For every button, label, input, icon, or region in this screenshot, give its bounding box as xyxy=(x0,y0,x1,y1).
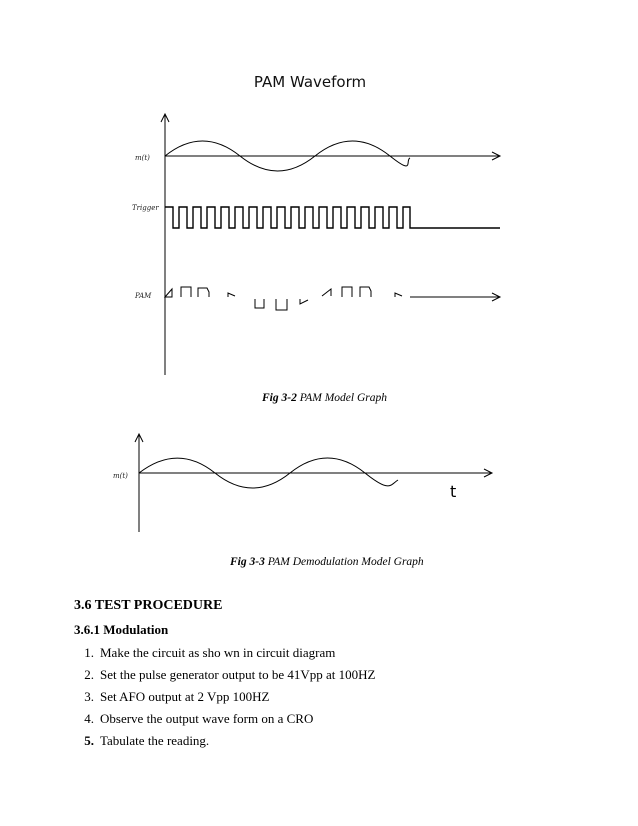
time-label: t xyxy=(450,482,457,501)
pam-sample xyxy=(300,299,308,304)
message-label: m(t) xyxy=(135,154,150,162)
figure2-caption xyxy=(230,556,424,568)
figure2-caption-text: PAM Demodulation Model Graph xyxy=(267,556,424,568)
subsection-heading: 3.6.1 Modulation xyxy=(74,622,169,637)
pam-sample xyxy=(322,289,331,296)
trigger-label: Trigger xyxy=(132,204,159,212)
step-number: 2. xyxy=(84,667,94,682)
figure1-caption-text: PAM Model Graph xyxy=(299,392,388,404)
pam-sample xyxy=(276,299,287,310)
pam-sample xyxy=(165,289,172,297)
step-text: Tabulate the reading. xyxy=(100,733,210,748)
list-item xyxy=(74,664,375,686)
trigger-pulse-train xyxy=(165,207,500,228)
pam-sample xyxy=(198,288,209,297)
figure1-number: Fig 3-2 xyxy=(262,392,297,404)
pam-sample xyxy=(181,287,191,297)
list-item xyxy=(74,730,375,752)
figure1-caption xyxy=(262,392,387,404)
pam-sample xyxy=(228,293,235,297)
section-heading: 3.6 TEST PROCEDURE xyxy=(74,598,223,613)
pam-sample xyxy=(255,299,264,308)
pam-demodulation-graph xyxy=(110,420,540,540)
step-text: Observe the output wave form on a CRO xyxy=(100,711,314,726)
pam-samples xyxy=(165,287,402,310)
step-text: Set AFO output at 2 Vpp 100HZ xyxy=(100,689,270,704)
step-number: 1. xyxy=(84,645,94,660)
demod-message-label: m(t) xyxy=(113,472,128,480)
step-number: 3. xyxy=(84,689,94,704)
pam-sample xyxy=(395,293,402,297)
step-number: 5. xyxy=(84,733,94,748)
list-item xyxy=(74,686,375,708)
list-item xyxy=(74,642,375,664)
pam-sample xyxy=(342,287,352,297)
step-text: Set the pulse generator output to be 41Vpp at 100HZ xyxy=(100,667,376,682)
pam-label: PAM xyxy=(135,292,152,300)
procedure-steps xyxy=(74,642,375,752)
figure1-title: PAM Waveform xyxy=(253,73,367,91)
pam-sample xyxy=(360,287,371,297)
step-number: 4. xyxy=(84,711,94,726)
pam-model-graph xyxy=(110,70,530,400)
figure2-number: Fig 3-3 xyxy=(230,556,265,568)
list-item xyxy=(74,708,375,730)
step-text: Make the circuit as sho wn in circuit diagram xyxy=(100,645,336,660)
